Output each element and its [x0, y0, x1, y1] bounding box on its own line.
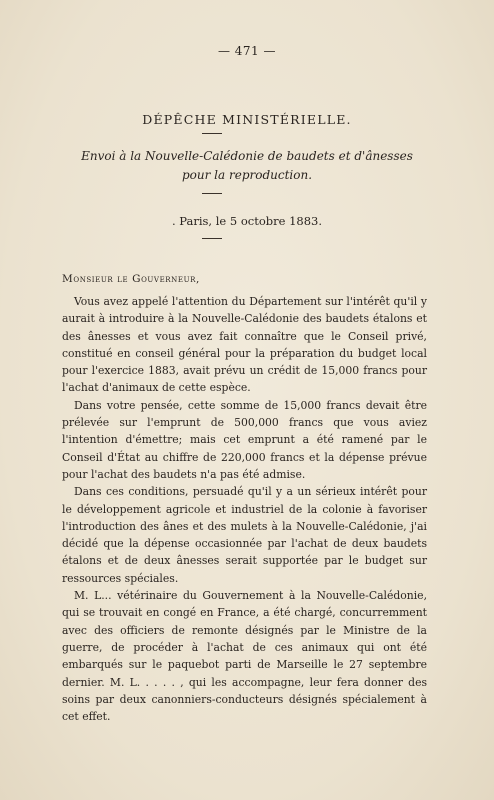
paragraph-1: Vous avez appelé l'attention du Département sur l'intérêt qu'il y aurait à introduire à la Nouvelle-Calédonie des baudets étalons et des ânesses et vous avez fait connaître que le Conseil privé, constitué en conseil général pour la préparation du budget local pour l'exercice 1883, avait prévu un crédit de 15,000 francs pour l'achat d'animaux de cette espèce. [62, 295, 427, 395]
subtitle-divider [202, 193, 222, 194]
document-subtitle [0, 147, 494, 185]
paragraph-4: M. L... vétérinaire du Gouvernement à la Nouvelle-Calédonie, qui se trouvait en congé en France, a été chargé, concurremment avec des officiers de remonte désignés par le Ministre de la guerre, de procéder à l'achat de ces animaux qui ont été embarqués sur le paquebot parti de Marseille le 27 septembre dernier. M. L. . . . . , qui les accompagne, leur fera donner des soins par deux canonniers-conducteurs désignés spécialement à cet effet. [62, 589, 427, 724]
document-title: DÉPÊCHE MINISTÉRIELLE. [142, 112, 352, 127]
dateline-divider [202, 238, 222, 239]
salutation: Monsieur le Gouverneur, [62, 273, 200, 285]
subtitle-line-2: pour la reproduction. [181, 168, 313, 182]
paragraph-2: Dans votre pensée, cette somme de 15,000 francs devait être prélevée sur l'emprunt de 500,000 francs que vous aviez l'intention d'émettre; mais cet emprunt a été ramené par le Conseil d'État au chiffre de 220,000 francs et la dépense prévue pour l'achat des baudets n'a pas été admise. [62, 398, 427, 481]
dateline: . Paris, le 5 octobre 1883. [171, 214, 323, 228]
page-number: — 471 — [217, 44, 277, 58]
letter-body [62, 293, 427, 725]
paragraph-3: Dans ces conditions, persuadé qu'il y a un sérieux intérêt pour le développement agricole et industriel de la colonie à favoriser l'introduction des ânes et des mulets à la Nouvelle-Calédonie, j'ai décidé que la dépense occasionnée par l'achat de deux baudets étalons et de deux ânesses serait supportée par le budget sur ressources spéciales. [62, 485, 427, 585]
title-divider [202, 133, 222, 134]
subtitle-line-1: Envoi à la Nouvelle-Calédonie de baudets et d'ânesses [81, 149, 413, 163]
